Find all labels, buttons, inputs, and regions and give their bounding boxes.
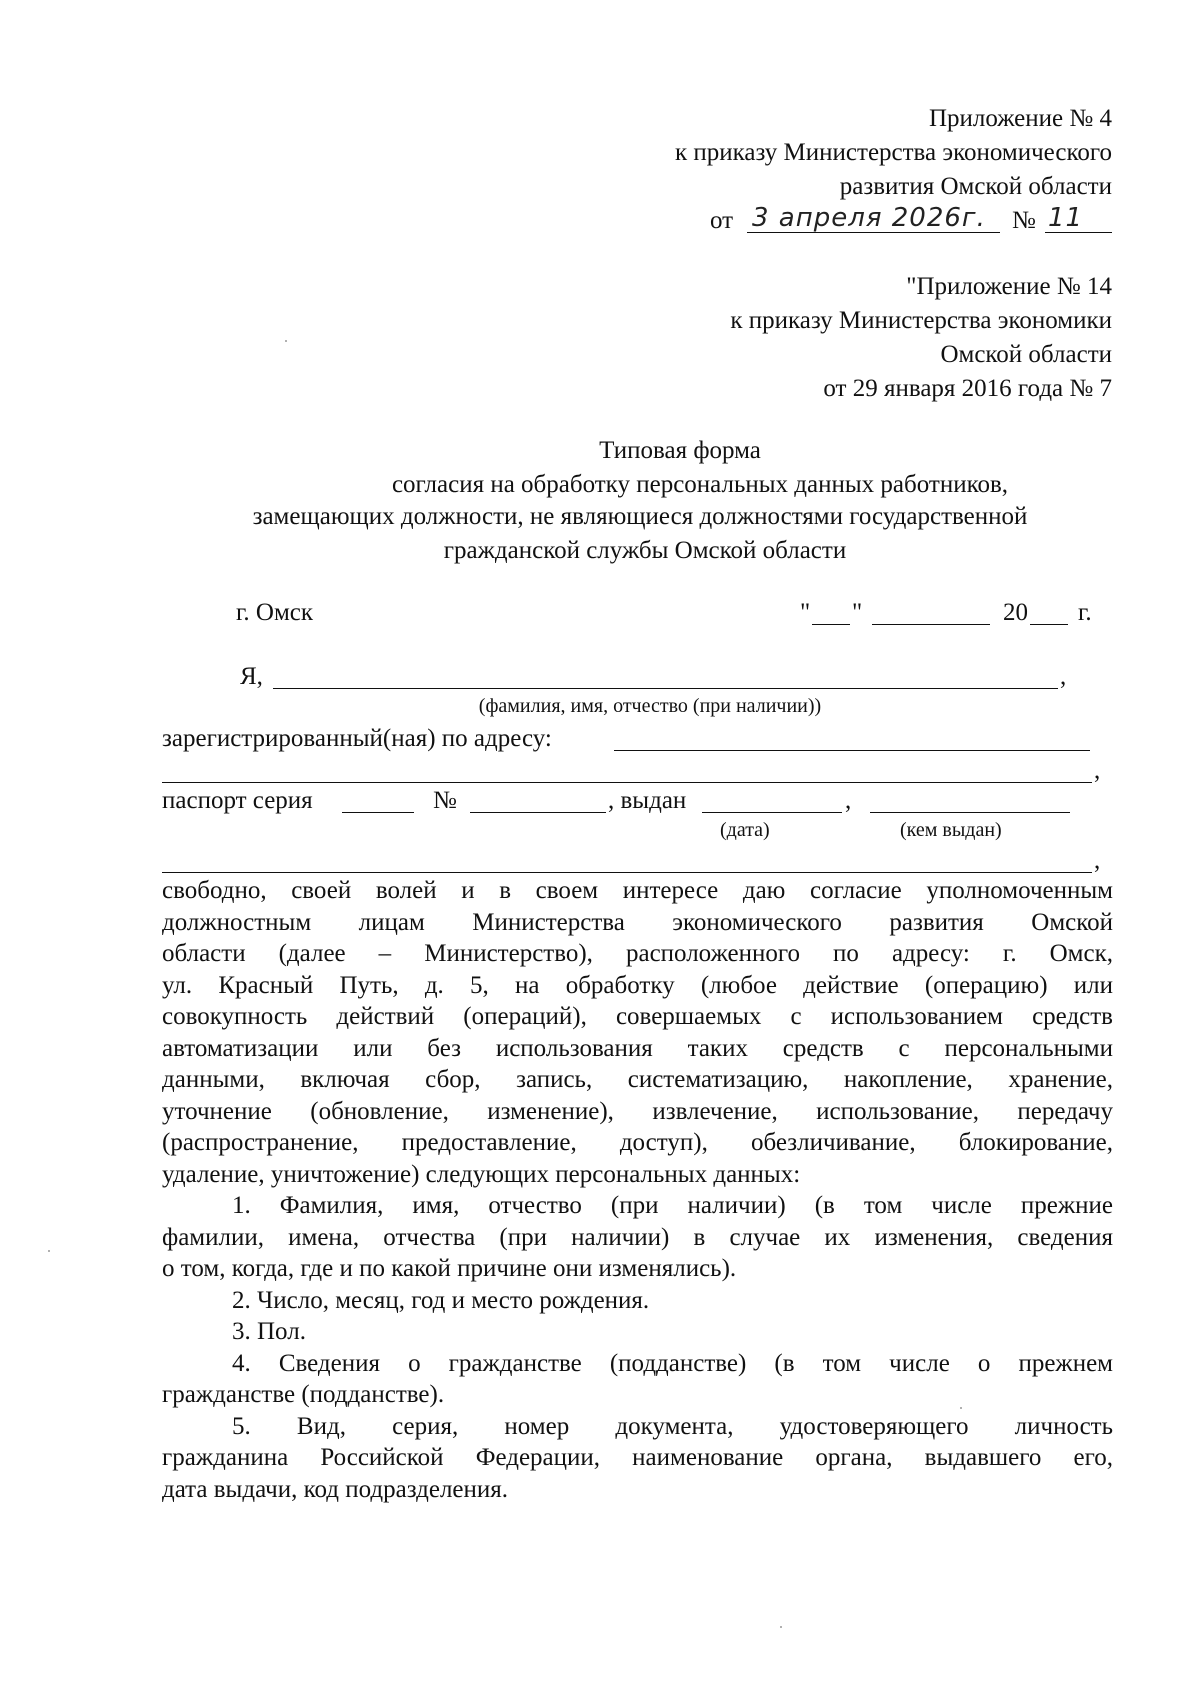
body-line: области (далее – Министерство), расположенного по адресу: г. Омск,: [162, 940, 1113, 967]
year-suffix: г.: [1078, 599, 1092, 626]
item-5-line2: гражданина Российской Федерации, наименование органа, выдавшего его,: [162, 1444, 1113, 1471]
i-label: Я,: [240, 663, 263, 690]
item-3: 3. Пол.: [232, 1318, 306, 1345]
passport-issued-label: , выдан: [608, 787, 687, 814]
quote-open: ": [800, 599, 811, 626]
form-title-line2: согласия на обработку персональных данных работников,: [391, 471, 1009, 498]
issuer-comma: ,: [1094, 847, 1101, 874]
passport-date-comma: ,: [845, 787, 852, 814]
item-5-line1: 5. Вид, серия, номер документа, удостоверяющего личность: [232, 1412, 1113, 1440]
address-comma: ,: [1094, 757, 1101, 784]
body-line: совокупность действий (операций), совершаемых с использованием средств: [162, 1003, 1113, 1030]
appendix-new-from-label: от: [710, 207, 734, 234]
handwritten-date: 3 апреля 2026г.: [752, 203, 986, 233]
issuer-hint: (кем выдан): [900, 819, 1002, 841]
appendix-old-title: "Приложение № 14: [906, 273, 1112, 300]
item-1-line2: фамилии, имена, отчества (при наличии) в случае их изменения, сведения: [162, 1223, 1113, 1251]
passport-number-label: №: [433, 787, 457, 814]
scan-speck: [285, 340, 287, 342]
year-field: [1030, 624, 1068, 625]
appendix-old-region: Омской области: [940, 341, 1112, 368]
address-field: [614, 750, 1090, 751]
fio-hint: (фамилия, имя, отчество (при наличии)): [478, 695, 822, 717]
year-prefix: 20: [1003, 599, 1028, 626]
handwritten-number: 11: [1048, 203, 1084, 233]
body-line: ул. Красный Путь, д. 5, на обработку (любое действие (операцию) или: [162, 971, 1113, 999]
appendix-old-date: от 29 января 2016 года № 7: [823, 375, 1112, 402]
quote-close: ": [852, 599, 863, 626]
item-5-line3: дата выдачи, код подразделения.: [162, 1475, 509, 1503]
body-line: свободно, своей волей и в своем интересе даю согласие уполномоченным: [162, 877, 1113, 904]
item-2: 2. Число, месяц, год и место рождения.: [232, 1286, 650, 1314]
issuer-field-line2: [162, 872, 1092, 873]
passport-issuer-field: [870, 812, 1070, 813]
body-line: данными, включая сбор, запись, систематизацию, накопление, хранение,: [162, 1066, 1113, 1093]
form-title-line3: замещающих должности, не являющиеся должностями государственной: [252, 503, 1028, 530]
scan-speck: [48, 1250, 50, 1252]
date-hint: (дата): [720, 819, 770, 841]
body-line-last: удаление, уничтожение) следующих персональных данных:: [162, 1160, 801, 1188]
item-4-line1: 4. Сведения о гражданстве (подданстве) (в том числе о прежнем: [232, 1349, 1113, 1377]
body-line: уточнение (обновление, изменение), извлечение, использование, передачу: [162, 1097, 1113, 1125]
passport-series-label: паспорт серия: [162, 787, 313, 814]
consent-body: [162, 875, 1113, 1505]
passport-series-field: [342, 812, 414, 813]
appendix-new-ministry: развития Омской области: [839, 173, 1112, 200]
item-4-line2: гражданстве (подданстве).: [162, 1381, 445, 1408]
scan-speck: [960, 1407, 962, 1409]
fio-comma: ,: [1060, 663, 1067, 690]
passport-number-field: [470, 812, 606, 813]
appendix-new-title: Приложение № 4: [928, 105, 1112, 132]
appendix-new-number-label: №: [1012, 207, 1036, 234]
item-1-line3: о том, когда, где и по какой причине они изменялись).: [162, 1255, 737, 1282]
day-field: [812, 624, 850, 625]
appendix-old-order: к приказу Министерства экономики: [730, 307, 1112, 334]
form-title-line1: Типовая форма: [599, 437, 761, 464]
body-line: должностным лицам Министерства экономического развития Омской: [162, 908, 1113, 936]
form-title-line4: гражданской службы Омской области: [443, 537, 847, 564]
address-field-line2: [162, 782, 1092, 783]
fio-field: [273, 688, 1058, 689]
city-label: г. Омск: [236, 599, 314, 626]
body-line: автоматизации или без использования таких средств с персональными: [162, 1034, 1113, 1062]
body-line: (распространение, предоставление, доступ), обезличивание, блокирование,: [162, 1129, 1113, 1156]
address-label: зарегистрированный(ная) по адресу:: [162, 725, 552, 752]
scan-speck: [780, 1626, 782, 1628]
item-1-line1: 1. Фамилия, имя, отчество (при наличии) (в том числе прежние: [232, 1192, 1113, 1219]
appendix-new-order: к приказу Министерства экономического: [674, 139, 1112, 166]
passport-date-field: [702, 812, 842, 813]
month-field: [872, 624, 990, 625]
